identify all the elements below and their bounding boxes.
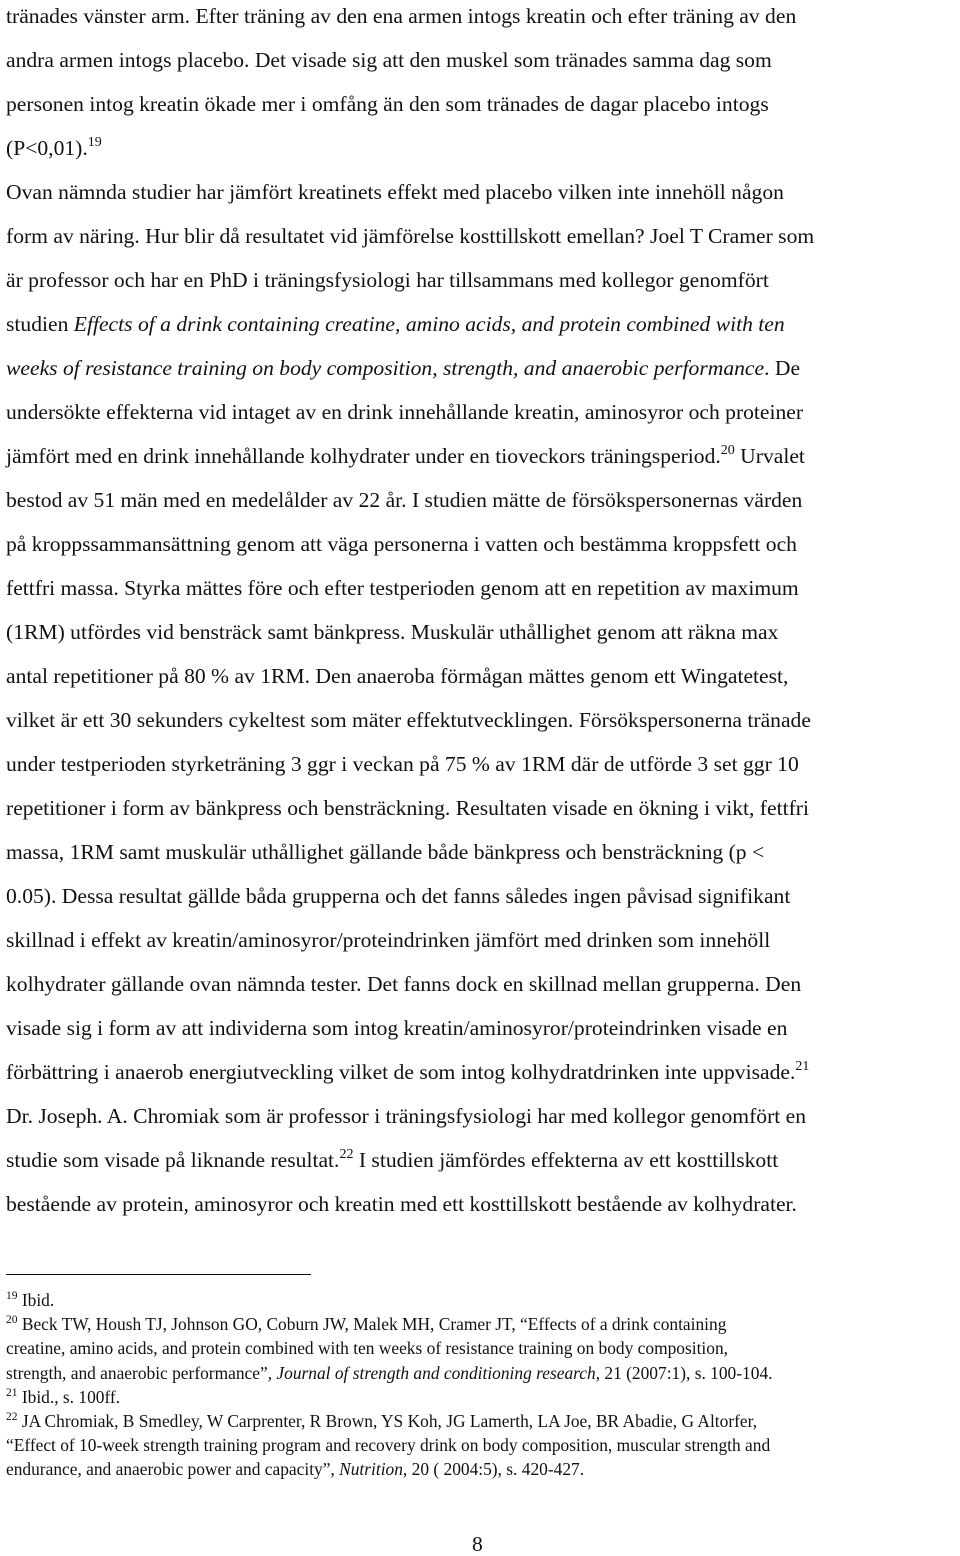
footnote-ref-22[interactable]: 22 [339, 1147, 354, 1162]
footnote-20-cont: creatine, amino acids, and protein combined with ten weeks of resistance training on body composition, [6, 1338, 728, 1359]
footnote-ref-19[interactable]: 19 [87, 135, 102, 150]
text-segment: I studien jämfördes effekterna av ett kosttillskott [353, 1148, 779, 1172]
study-title: Effects of a drink containing creatine, amino acids, and protein combined with ten [73, 312, 785, 336]
text-line: antal repetitioner på 80 % av 1RM. Den anaeroba förmågan mättes genom ett Wingatetest, [6, 664, 789, 688]
footnote-text: strength, and anaerobic performance” [6, 1362, 268, 1383]
text-line: på kroppssammansättning genom att väga personerna i vatten och bestämma kroppsfett och [6, 532, 797, 556]
text-line: tränades vänster arm. Efter träning av den ena armen intogs kreatin och efter träning av den [6, 4, 797, 28]
journal-title: , Journal of strength and conditioning research [267, 1362, 596, 1383]
footnote-22-cont [6, 1457, 956, 1481]
text-segment: förbättring i anaerob energiutveckling vilket de som intog kolhydratdrinken inte uppvisade. [6, 1060, 796, 1084]
text-line [6, 1138, 954, 1182]
text-line: bestod av 51 män med en medelålder av 22 år. I studien mätte de försökspersonernas värden [6, 488, 803, 512]
text-line: (1RM) utfördes vid bensträck samt bänkpress. Muskulär uthållighet genom att räkna max [6, 620, 779, 644]
footnote-text: Beck TW, Housh TJ, Johnson GO, Coburn JW, Malek MH, Cramer JT, “Effects of a drink containing [17, 1314, 727, 1335]
study-title: weeks of resistance training on body composition, strength, and anaerobic performance [6, 356, 765, 380]
footnote-ref-20[interactable]: 20 [720, 443, 735, 458]
footnote-21 [6, 1385, 956, 1409]
footnote-number: 19 [6, 1290, 18, 1302]
footnote-22 [6, 1409, 956, 1433]
text-line [6, 302, 954, 346]
footnote-text: JA Chromiak, B Smedley, W Carprenter, R Brown, YS Koh, JG Lamerth, LA Joe, BR Abadie, G Altorfer, [17, 1411, 758, 1432]
text-line: vilket är ett 30 sekunders cykeltest som mäter effektutvecklingen. Försökspersonerna tränade [6, 708, 811, 732]
text-line: Dr. Joseph. A. Chromiak som är professor i träningsfysiologi har med kollegor genomfört en [6, 1104, 807, 1128]
text-line: repetitioner i form av bänkpress och bensträckning. Resultaten visade en ökning i vikt, fettfri [6, 796, 809, 820]
text-line: skillnad i effekt av kreatin/aminosyror/proteindrinken jämfört med drinken som innehöll [6, 928, 771, 952]
text-segment: jämfört med en drink innehållande kolhydrater under en tioveckors träningsperiod. [6, 444, 721, 468]
footnote-19 [6, 1288, 956, 1312]
text-segment: Urvalet [734, 444, 805, 468]
text-line: 0.05). Dessa resultat gällde båda grupperna och det fanns således ingen påvisad signifikant [6, 884, 791, 908]
text-line: Ovan nämnda studier har jämfört kreatinets effekt med placebo vilken inte innehöll någon [6, 180, 784, 204]
text-segment: studie som visade på liknande resultat. [6, 1148, 340, 1172]
footnotes [6, 1288, 956, 1482]
text-line: personen intog kreatin ökade mer i omfång än den som tränades de dagar placebo intogs [6, 92, 769, 116]
footnote-separator [6, 1274, 311, 1275]
footnote-number: 20 [6, 1314, 18, 1327]
footnote-20 [6, 1312, 956, 1336]
text-line [6, 1050, 954, 1094]
footnote-20-cont [6, 1361, 956, 1385]
footnote-text: , 20 ( 2004:5), s. 420-427. [402, 1459, 585, 1480]
footnote-text: endurance, and anaerobic power and capacity”, [6, 1459, 340, 1480]
text-line: kolhydrater gällande ovan nämnda tester. Det fanns dock en skillnad mellan grupperna. Den [6, 972, 802, 996]
text-line: undersökte effekterna vid intaget av en drink innehållande kreatin, aminosyror och proteiner [6, 400, 804, 424]
text-line: form av näring. Hur blir då resultatet vid jämförelse kosttillskott emellan? Joel T Cramer som [6, 224, 815, 248]
text-line: är professor och har en PhD i träningsfysiologi har tillsammans med kollegor genomfört [6, 268, 769, 292]
body-text [6, 0, 954, 1226]
text-segment: (P<0,01). [6, 136, 88, 160]
text-line: fettfri massa. Styrka mättes före och efter testperioden genom att en repetition av maximum [6, 576, 799, 600]
text-line: massa, 1RM samt muskulär uthållighet gällande både bänkpress och bensträckning (p < [6, 840, 765, 864]
page-number: 8 [472, 1532, 483, 1556]
footnote-text: Ibid. [17, 1290, 55, 1310]
journal-title: Nutrition [339, 1459, 403, 1480]
text-line [6, 126, 954, 170]
footnote-number: 22 [6, 1411, 18, 1424]
footnote-22-cont: “Effect of 10-week strength training program and recovery drink on body composition, muscular strength and [6, 1435, 771, 1456]
footnote-number: 21 [6, 1386, 18, 1399]
text-line [6, 346, 954, 390]
text-segment: . De [764, 356, 801, 380]
footnote-text: Ibid., s. 100ff. [17, 1386, 121, 1407]
text-line: under testperioden styrketräning 3 ggr i veckan på 75 % av 1RM där de utförde 3 set ggr 10 [6, 752, 799, 776]
text-line [6, 434, 954, 478]
text-segment: studien [6, 312, 74, 336]
text-line: andra armen intogs placebo. Det visade sig att den muskel som tränades samma dag som [6, 48, 772, 72]
footnote-text: , 21 (2007:1), s. 100-104. [595, 1362, 773, 1383]
footnote-ref-21[interactable]: 21 [795, 1059, 810, 1074]
text-line: visade sig i form av att individerna som intog kreatin/aminosyror/proteindrinken visade en [6, 1016, 788, 1040]
text-line: bestående av protein, aminosyror och kreatin med ett kosttillskott bestående av kolhydrater. [6, 1192, 797, 1216]
